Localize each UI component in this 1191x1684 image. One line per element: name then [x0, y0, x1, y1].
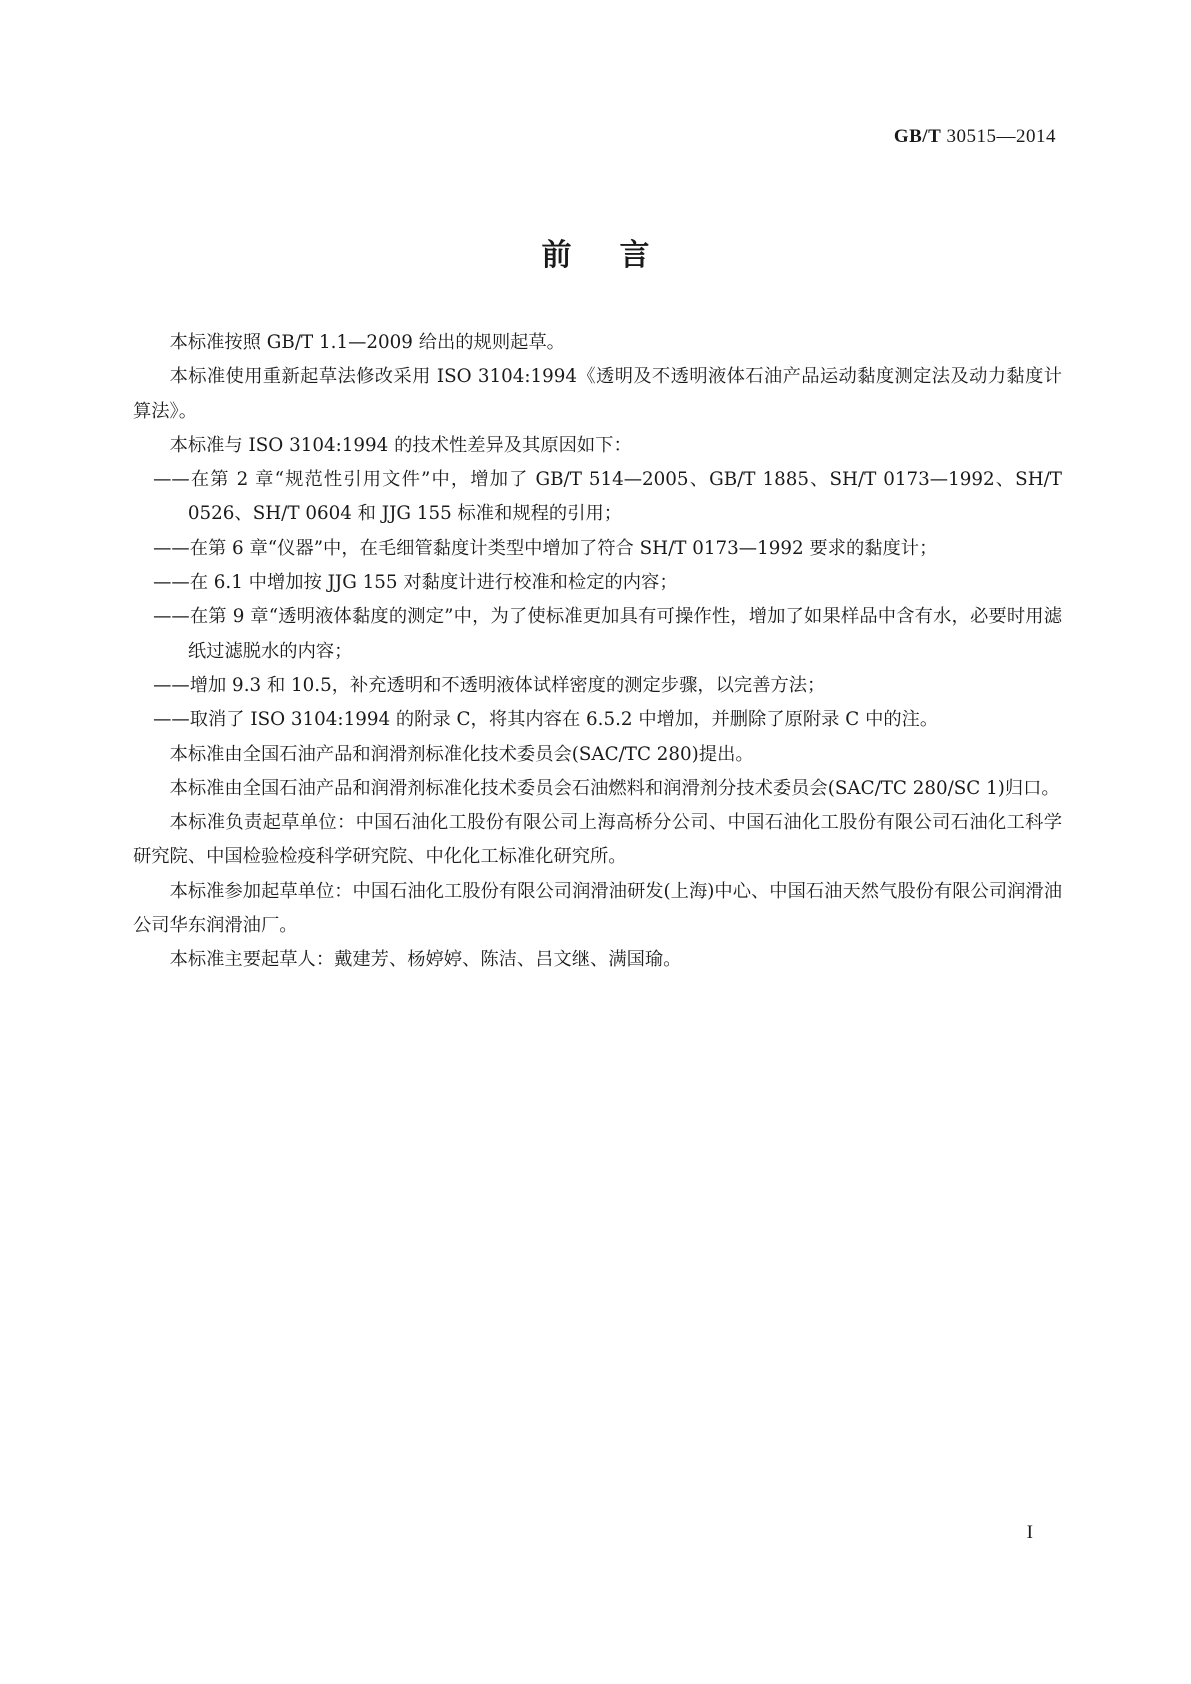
page-number: I — [1026, 1522, 1033, 1543]
paragraph-main-drafters: 本标准主要起草人：戴建芳、杨婷婷、陈洁、吕文继、满国瑜。 — [169, 949, 682, 971]
paragraph-participating-drafters: 本标准参加起草单位：中国石油化工股份有限公司润滑油研发(上海)中心、中国石油天然气股份有限公司润滑油公司华东润滑油厂。 — [133, 880, 1062, 937]
standard-code — [894, 126, 1056, 148]
difference-item: ——在 6.1 中增加按 JJG 155 对黏度计进行校准和检定的内容； — [153, 572, 678, 594]
standard-prefix: GB/T — [893, 126, 942, 147]
paragraph-under-jurisdiction: 本标准由全国石油产品和润滑剂标准化技术委员会石油燃料和润滑剂分技术委员会(SAC/TC 280/SC 1)归口。 — [169, 777, 1060, 799]
difference-item: ——增加 9.3 和 10.5，补充透明和不透明液体试样密度的测定步骤，以完善方法； — [153, 674, 826, 696]
paragraph-responsible-drafters: 本标准负责起草单位：中国石油化工股份有限公司上海高桥分公司、中国石油化工股份有限公司石油化工科学研究院、中国检验检疫科学研究院、中化化工标准化研究所。 — [133, 812, 1062, 868]
foreword-body — [133, 326, 1062, 978]
paragraph-drafting-rules: 本标准按照 GB/T 1.1—2009 给出的规则起草。 — [169, 332, 565, 353]
paragraph-differences-intro: 本标准与 ISO 3104:1994 的技术性差异及其原因如下： — [169, 434, 632, 456]
difference-item: ——在第 2 章“规范性引用文件”中，增加了 GB/T 514—2005、GB/T 1885、SH/T 0173—1992、SH/T 0526、SH/T 0604 和 JJG 155 标准和规程的引用； — [153, 469, 1062, 525]
page-title: 前言 — [541, 238, 698, 273]
paragraph-proposed-by: 本标准由全国石油产品和润滑剂标准化技术委员会(SAC/TC 280)提出。 — [169, 743, 754, 765]
difference-item: ——取消了 ISO 3104:1994 的附录 C，将其内容在 6.5.2 中增加，并删除了原附录 C 中的注。 — [153, 709, 939, 731]
difference-item: ——在第 9 章“透明液体黏度的测定”中，为了使标准更加具有可操作性，增加了如果样品中含有水，必要时用滤纸过滤脱水的内容； — [153, 606, 1062, 662]
standard-number: 30515—2014 — [941, 126, 1056, 147]
difference-item: ——在第 6 章“仪器”中，在毛细管黏度计类型中增加了符合 SH/T 0173—1992 要求的黏度计； — [153, 537, 938, 559]
paragraph-adoption: 本标准使用重新起草法修改采用 ISO 3104:1994《透明及不透明液体石油产品运动黏度测定法及动力黏度计算法》。 — [133, 366, 1062, 422]
